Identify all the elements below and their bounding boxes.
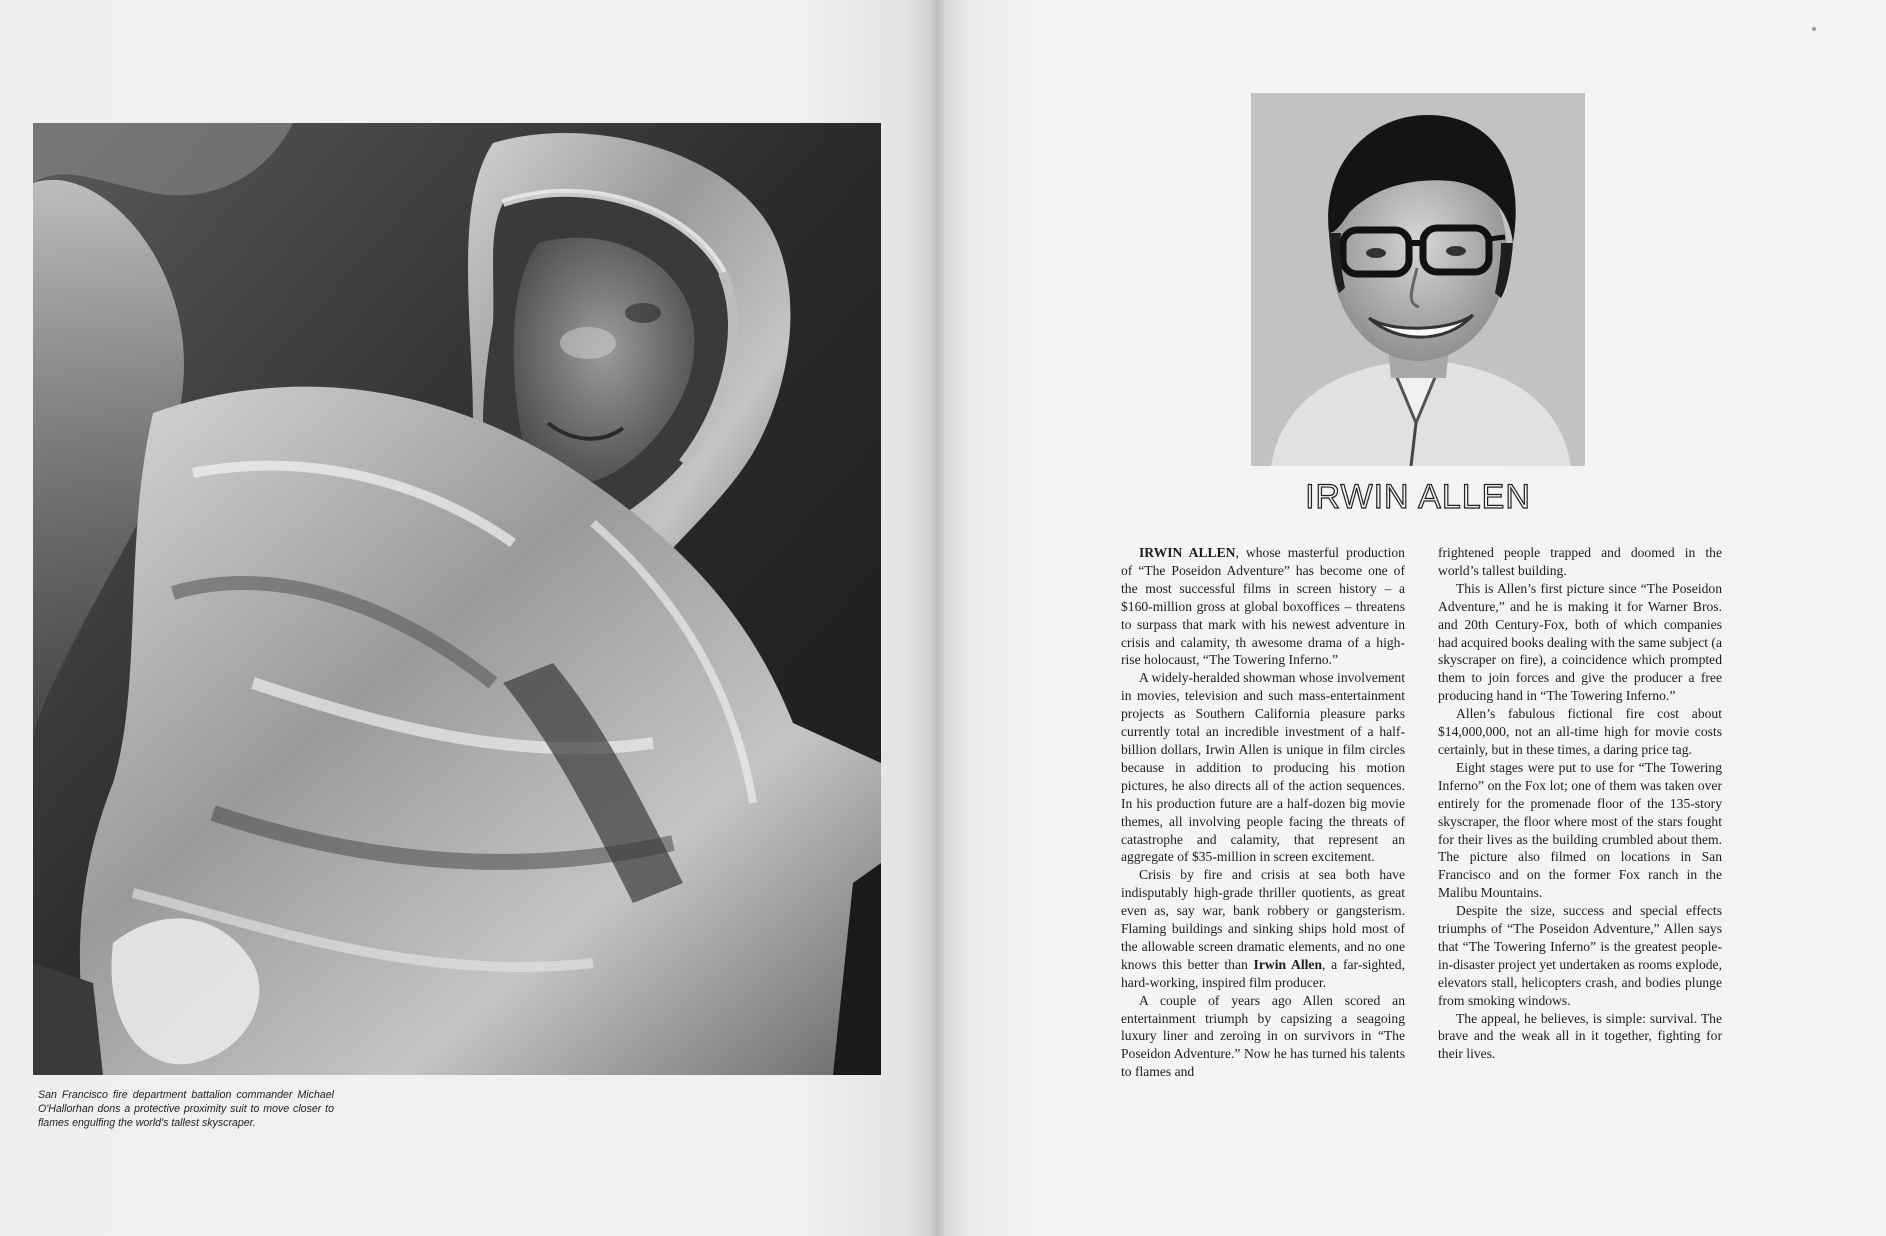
paragraph: The appeal, he believes, is simple: survival. The brave and the weak all in it together, fighting for their lives. xyxy=(1438,1010,1722,1062)
paragraph-text: Crisis by fire and crisis at sea both have indisputably high-grade thriller quotients, as great even as, say war, bank robbery or gangsterism. Flaming buildings and sinking ships hold most of the allowable screen dramatic elements, and no one knows this better than xyxy=(1121,867,1405,972)
paragraph: Allen’s fabulous fictional fire cost about $14,000,000, not an all-time high for movie costs certainly, but in these times, a daring price tag. xyxy=(1438,706,1722,757)
paragraph xyxy=(1121,866,1405,991)
paragraph xyxy=(1121,544,1405,669)
paragraph: A widely-heralded showman whose involvement in movies, television and such mass-entertainment projects as Southern California pleasure parks currently total an incredible investment of a half-billion dollars, Irwin Allen is unique in film circles because in addition to producing his motion pictures, he also directs all of the action sequences. In his production future are a half-dozen big movie themes, all involving people facing the threats of catastrophe and calamity, that represent an aggregate of $35-million in screen excitement. xyxy=(1121,670,1405,865)
paragraph: frightened people trapped and doomed in the world’s tallest building. xyxy=(1438,545,1722,578)
paragraph: Despite the size, success and special effects triumphs of “The Poseidon Adventure,” Allen says that “The Towering Inferno” is the greatest people-in-disaster project yet undertaken as rooms explode, elevators stall, helicopters crash, and bodies plunge from smoking windows. xyxy=(1438,903,1722,1008)
paragraph-text: , whose masterful production of “The Poseidon Adventure” has become one of the most successful films in screen history – a $160-million gross at global boxoffices – threatens to surpass that mark with his newest adventure in crisis and calamity, th awesome drama of a high-rise holocaust, “The Towering Inferno.” xyxy=(1121,545,1405,668)
page-speck xyxy=(1812,27,1816,31)
article-column-2 xyxy=(1438,544,1722,1063)
page-title: IRWIN ALLEN xyxy=(1305,478,1531,516)
firefighter-photo xyxy=(33,123,881,1075)
photo-caption: San Francisco fire department battalion commander Michael O'Hallorhan dons a protective proximity suit to move closer to flames engulfing the world's tallest skyscraper. xyxy=(38,1089,334,1129)
article-column-1 xyxy=(1121,544,1405,1081)
book-gutter xyxy=(930,0,944,1236)
paragraph-text: , a far-sighted, hard-working, inspired film producer. xyxy=(1121,956,1405,990)
paragraph: A couple of years ago Allen scored an entertainment triumph by capsizing a seagoing luxury liner and zeroing in on survivors in “The Poseidon Adventure.” Now he has turned his talents to flames and xyxy=(1121,992,1405,1080)
paragraph: This is Allen’s first picture since “The Poseidon Adventure,” and he is making it for Warner Bros. and 20th Century-Fox, both of which companies had acquired books dealing with the same subject (a skyscraper on fire), a coincidence which prompted them to join forces and give the producer a free producing hand in “The Towering Inferno.” xyxy=(1438,580,1722,704)
irwin-allen-portrait xyxy=(1251,93,1585,466)
bold-name: Irwin Allen xyxy=(1253,956,1323,972)
lead-name: IRWIN ALLEN xyxy=(1139,545,1236,560)
paragraph: Eight stages were put to use for “The Towering Inferno” on the Fox lot; one of them was taken over entirely for the promenade floor of the 135-story skyscraper, the floor where most of the stars fought for their lives as the building crumbled about them. The picture also filmed on locations in San Francisco and on the former Fox ranch in the Malibu Mountains. xyxy=(1438,759,1722,901)
